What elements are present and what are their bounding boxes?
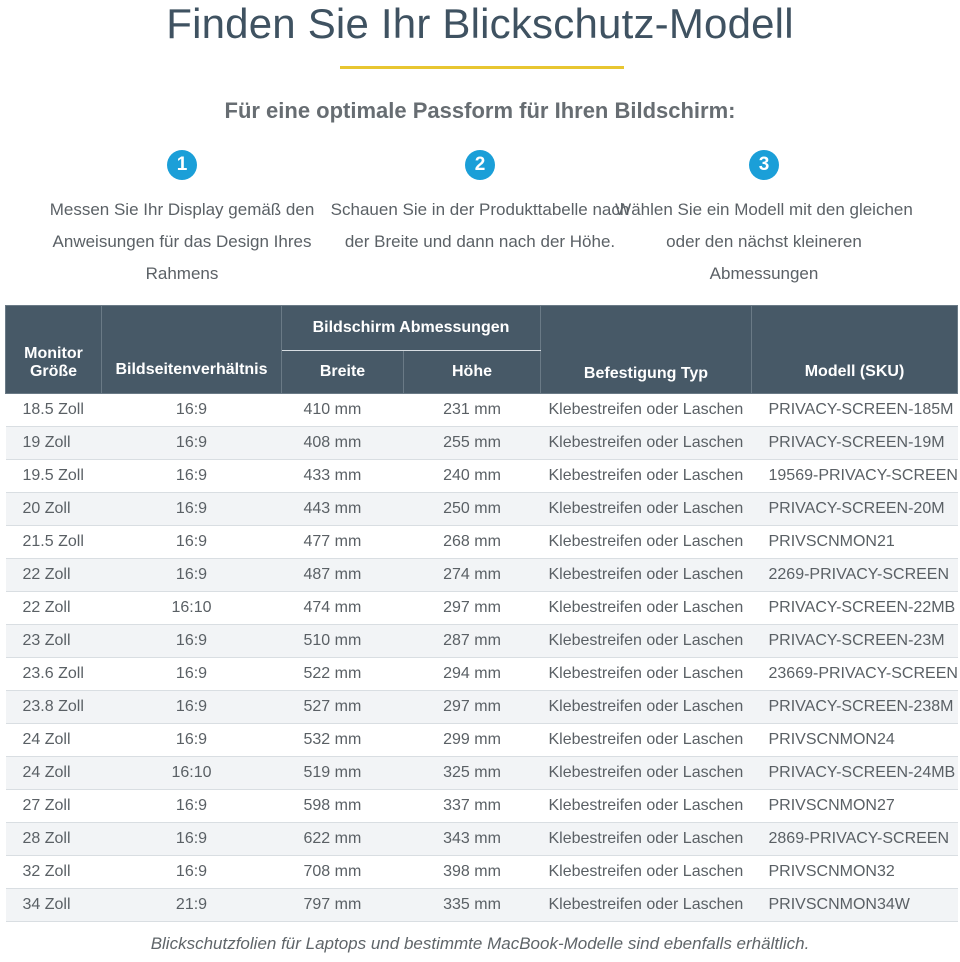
cell-mount-type: Klebestreifen oder Laschen — [541, 691, 752, 724]
table-row — [6, 889, 958, 922]
cell-monitor-size: 23 Zoll — [6, 625, 102, 658]
cell-aspect-ratio: 16:9 — [102, 493, 282, 526]
cell-monitor-size: 22 Zoll — [6, 559, 102, 592]
cell-aspect-ratio: 16:9 — [102, 691, 282, 724]
cell-model-sku: 2869-PRIVACY-SCREEN — [752, 823, 958, 856]
cell-mount-type: Klebestreifen oder Laschen — [541, 526, 752, 559]
table-row — [6, 757, 958, 790]
cell-model-sku: PRIVACY-SCREEN-20M — [752, 493, 958, 526]
step-3 — [614, 150, 914, 290]
cell-aspect-ratio: 16:9 — [102, 658, 282, 691]
cell-monitor-size: 24 Zoll — [6, 724, 102, 757]
cell-width: 487 mm — [282, 559, 404, 592]
table-row — [6, 427, 958, 460]
cell-aspect-ratio: 16:9 — [102, 526, 282, 559]
cell-height: 398 mm — [404, 856, 541, 889]
model-table — [5, 305, 958, 922]
cell-aspect-ratio: 16:9 — [102, 790, 282, 823]
header-aspect-ratio: Bildseitenverhältnis — [102, 306, 282, 394]
cell-height: 250 mm — [404, 493, 541, 526]
cell-aspect-ratio: 16:9 — [102, 724, 282, 757]
step-text: Messen Sie Ihr Display gemäß den Anweisungen für das Design Ihres Rahmens — [49, 200, 315, 283]
table-row — [6, 559, 958, 592]
cell-mount-type: Klebestreifen oder Laschen — [541, 658, 752, 691]
cell-monitor-size: 34 Zoll — [6, 889, 102, 922]
cell-aspect-ratio: 16:9 — [102, 625, 282, 658]
cell-height: 299 mm — [404, 724, 541, 757]
cell-width: 527 mm — [282, 691, 404, 724]
header-model-sku: Modell (SKU) — [752, 306, 958, 394]
cell-width: 598 mm — [282, 790, 404, 823]
cell-height: 255 mm — [404, 427, 541, 460]
step-1 — [32, 150, 332, 290]
table-row — [6, 625, 958, 658]
cell-model-sku: PRIVSCNMON32 — [752, 856, 958, 889]
step-number-badge: 2 — [465, 150, 495, 180]
title-underline — [340, 66, 624, 69]
cell-width: 410 mm — [282, 394, 404, 427]
step-text: Wählen Sie ein Modell mit den gleichen oder den nächst kleineren Abmessungen — [615, 200, 913, 283]
cell-mount-type: Klebestreifen oder Laschen — [541, 790, 752, 823]
cell-aspect-ratio: 16:9 — [102, 559, 282, 592]
cell-aspect-ratio: 16:10 — [102, 757, 282, 790]
cell-mount-type: Klebestreifen oder Laschen — [541, 559, 752, 592]
cell-height: 343 mm — [404, 823, 541, 856]
cell-mount-type: Klebestreifen oder Laschen — [541, 394, 752, 427]
cell-mount-type: Klebestreifen oder Laschen — [541, 724, 752, 757]
cell-model-sku: PRIVACY-SCREEN-19M — [752, 427, 958, 460]
cell-mount-type: Klebestreifen oder Laschen — [541, 592, 752, 625]
cell-monitor-size: 23.6 Zoll — [6, 658, 102, 691]
table-row — [6, 856, 958, 889]
step-2 — [330, 150, 630, 258]
table-row — [6, 658, 958, 691]
cell-height: 268 mm — [404, 526, 541, 559]
cell-mount-type: Klebestreifen oder Laschen — [541, 856, 752, 889]
table-row — [6, 724, 958, 757]
cell-aspect-ratio: 16:9 — [102, 823, 282, 856]
cell-aspect-ratio: 16:10 — [102, 592, 282, 625]
cell-height: 294 mm — [404, 658, 541, 691]
cell-width: 474 mm — [282, 592, 404, 625]
cell-aspect-ratio: 16:9 — [102, 394, 282, 427]
cell-width: 519 mm — [282, 757, 404, 790]
cell-monitor-size: 20 Zoll — [6, 493, 102, 526]
cell-model-sku: PRIVACY-SCREEN-22MB — [752, 592, 958, 625]
cell-monitor-size: 22 Zoll — [6, 592, 102, 625]
cell-mount-type: Klebestreifen oder Laschen — [541, 427, 752, 460]
cell-model-sku: PRIVSCNMON24 — [752, 724, 958, 757]
cell-height: 335 mm — [404, 889, 541, 922]
table-body — [6, 394, 958, 922]
cell-mount-type: Klebestreifen oder Laschen — [541, 460, 752, 493]
cell-width: 622 mm — [282, 823, 404, 856]
cell-aspect-ratio: 21:9 — [102, 889, 282, 922]
cell-model-sku: PRIVACY-SCREEN-24MB — [752, 757, 958, 790]
cell-width: 477 mm — [282, 526, 404, 559]
table-row — [6, 460, 958, 493]
step-number-badge: 1 — [167, 150, 197, 180]
cell-height: 325 mm — [404, 757, 541, 790]
cell-monitor-size: 28 Zoll — [6, 823, 102, 856]
cell-width: 522 mm — [282, 658, 404, 691]
footnote: Blickschutzfolien für Laptops und bestimmte MacBook-Modelle sind ebenfalls erhältlich. — [150, 934, 810, 953]
cell-model-sku: 19569-PRIVACY-SCREEN — [752, 460, 958, 493]
cell-model-sku: PRIVACY-SCREEN-238M — [752, 691, 958, 724]
cell-width: 408 mm — [282, 427, 404, 460]
cell-width: 433 mm — [282, 460, 404, 493]
cell-monitor-size: 23.8 Zoll — [6, 691, 102, 724]
step-text: Schauen Sie in der Produkttabelle nach der Breite und dann nach der Höhe. — [330, 200, 630, 251]
cell-monitor-size: 32 Zoll — [6, 856, 102, 889]
cell-model-sku: 23669-PRIVACY-SCREEN — [752, 658, 958, 691]
cell-mount-type: Klebestreifen oder Laschen — [541, 493, 752, 526]
cell-model-sku: PRIVACY-SCREEN-23M — [752, 625, 958, 658]
cell-mount-type: Klebestreifen oder Laschen — [541, 625, 752, 658]
cell-width: 797 mm — [282, 889, 404, 922]
cell-monitor-size: 27 Zoll — [6, 790, 102, 823]
cell-width: 510 mm — [282, 625, 404, 658]
step-number-badge: 3 — [749, 150, 779, 180]
cell-monitor-size: 24 Zoll — [6, 757, 102, 790]
cell-model-sku: PRIVACY-SCREEN-185M — [752, 394, 958, 427]
cell-height: 231 mm — [404, 394, 541, 427]
cell-width: 532 mm — [282, 724, 404, 757]
cell-mount-type: Klebestreifen oder Laschen — [541, 889, 752, 922]
cell-height: 287 mm — [404, 625, 541, 658]
cell-model-sku: PRIVSCNMON21 — [752, 526, 958, 559]
cell-monitor-size: 19 Zoll — [6, 427, 102, 460]
cell-height: 297 mm — [404, 592, 541, 625]
cell-height: 274 mm — [404, 559, 541, 592]
cell-height: 337 mm — [404, 790, 541, 823]
table-row — [6, 394, 958, 427]
cell-model-sku: 2269-PRIVACY-SCREEN — [752, 559, 958, 592]
table-row — [6, 526, 958, 559]
header-height: Höhe — [404, 351, 541, 394]
table-row — [6, 691, 958, 724]
cell-mount-type: Klebestreifen oder Laschen — [541, 823, 752, 856]
table-row — [6, 493, 958, 526]
cell-aspect-ratio: 16:9 — [102, 856, 282, 889]
table-row — [6, 823, 958, 856]
header-width: Breite — [282, 351, 404, 394]
table-row — [6, 790, 958, 823]
cell-height: 240 mm — [404, 460, 541, 493]
cell-width: 443 mm — [282, 493, 404, 526]
cell-mount-type: Klebestreifen oder Laschen — [541, 757, 752, 790]
header-mount-type: Befestigung Typ — [541, 306, 752, 394]
cell-model-sku: PRIVSCNMON34W — [752, 889, 958, 922]
header-monitor-size: Monitor Größe — [6, 306, 102, 394]
cell-height: 297 mm — [404, 691, 541, 724]
cell-monitor-size: 21.5 Zoll — [6, 526, 102, 559]
cell-width: 708 mm — [282, 856, 404, 889]
cell-monitor-size: 19.5 Zoll — [6, 460, 102, 493]
page-title: Finden Sie Ihr Blickschutz-Modell — [166, 0, 794, 47]
cell-aspect-ratio: 16:9 — [102, 427, 282, 460]
cell-monitor-size: 18.5 Zoll — [6, 394, 102, 427]
table-row — [6, 592, 958, 625]
cell-aspect-ratio: 16:9 — [102, 460, 282, 493]
header-dimensions-group: Bildschirm Abmessungen — [282, 306, 541, 351]
page-subtitle: Für eine optimale Passform für Ihren Bildschirm: — [224, 98, 736, 123]
cell-model-sku: PRIVSCNMON27 — [752, 790, 958, 823]
